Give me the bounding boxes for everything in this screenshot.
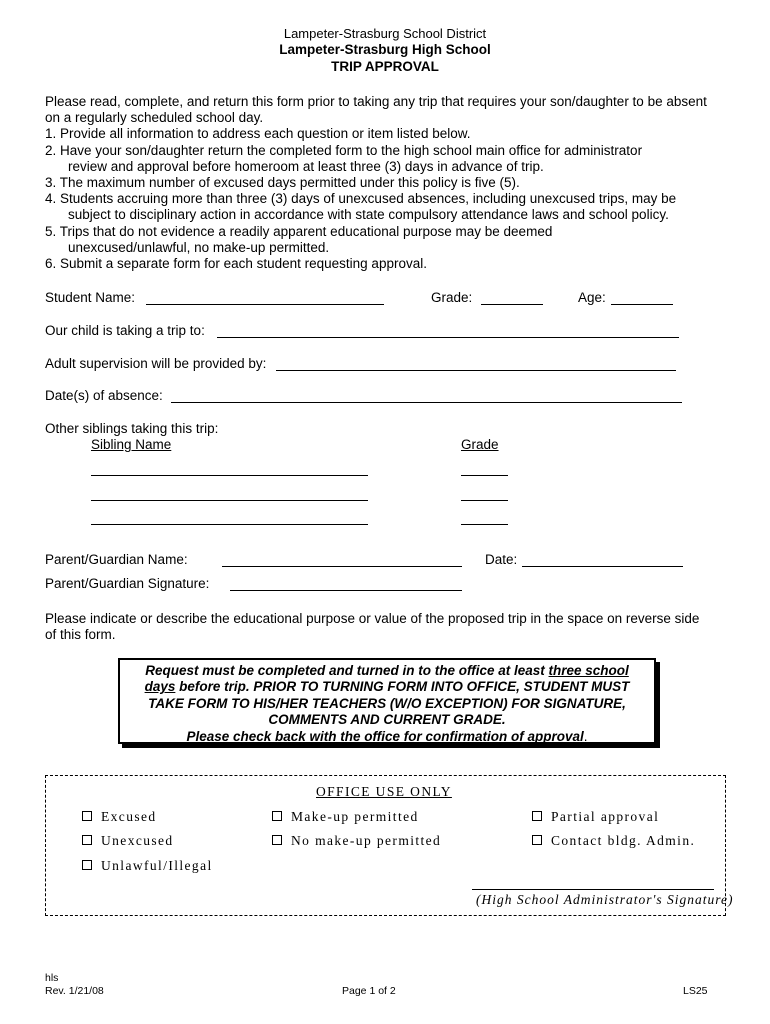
option-label: Unlawful/Illegal — [101, 858, 213, 873]
sibling-grade-header: Grade — [461, 437, 499, 452]
notice-text: before trip. PRIOR TO TURNING FORM INTO OFFICE, STUDENT MUST — [175, 679, 630, 695]
trip-destination-label: Our child is taking a trip to: — [45, 323, 205, 338]
sibling-name-header: Sibling Name — [91, 437, 172, 452]
instructions — [45, 94, 735, 272]
grade-label: Grade: — [431, 290, 473, 305]
instruction-item: 1. Provide all information to address each question or item listed below. — [45, 126, 471, 142]
page-number: Page 1 of 2 — [342, 985, 396, 997]
instruction-item: 2. Have your son/daughter return the completed form to the high school main office for administrator — [45, 142, 643, 158]
footer-initials: hls — [45, 972, 59, 984]
option-unlawful[interactable] — [82, 858, 213, 874]
option-label: Excused — [101, 809, 157, 824]
notice-box — [118, 658, 656, 744]
purpose-text: Please indicate or describe the educational purpose or value of the proposed trip in the space on reverse side — [45, 611, 700, 626]
instruction-item: 4. Students accruing more than three (3) days of unexcused absences, including unexcused trips, may be — [45, 191, 677, 207]
intro-line: Please read, complete, and return this form prior to taking any trip that requires your son/daughter to be absent — [45, 94, 707, 109]
admin-signature-field[interactable] — [472, 889, 714, 890]
parent-name-field[interactable] — [222, 566, 462, 567]
option-unexcused[interactable] — [82, 833, 174, 849]
trip-destination-field[interactable] — [217, 337, 679, 338]
purpose-text: of this form. — [45, 627, 116, 642]
date-field[interactable] — [522, 566, 683, 567]
option-label: Contact bldg. Admin. — [551, 833, 696, 848]
parent-name-label: Parent/Guardian Name: — [45, 552, 188, 567]
instruction-item: review and approval before homeroom at least three (3) days in advance of trip. — [68, 158, 544, 174]
checkbox-icon[interactable] — [272, 835, 282, 845]
instruction-item: subject to disciplinary action in accordance with state compulsory attendance laws and school policy. — [68, 207, 669, 223]
option-excused[interactable] — [82, 809, 157, 825]
supervision-field[interactable] — [276, 370, 676, 371]
notice-emphasis: days — [144, 679, 176, 695]
notice-text: TAKE FORM TO HIS/HER TEACHERS (W/O EXCEPTION) FOR SIGNATURE, — [148, 695, 626, 711]
notice-text: Please check back with the office for confirmation of approval — [186, 728, 584, 744]
student-name-label: Student Name: — [45, 290, 136, 305]
age-field[interactable] — [611, 304, 673, 305]
form-code: LS25 — [683, 985, 708, 997]
office-use-title: OFFICE USE ONLY — [316, 784, 452, 799]
school-name: Lampeter-Strasburg High School — [279, 42, 491, 57]
absence-dates-label: Date(s) of absence: — [45, 388, 163, 403]
grade-field[interactable] — [481, 304, 543, 305]
form-title: TRIP APPROVAL — [331, 59, 439, 74]
sibling-grade-field[interactable] — [461, 524, 508, 525]
sibling-name-field[interactable] — [91, 500, 368, 501]
intro-line: on a regularly scheduled school day. — [45, 110, 264, 126]
option-contact[interactable] — [532, 833, 695, 849]
option-makeup[interactable] — [272, 809, 419, 825]
checkbox-icon[interactable] — [82, 835, 92, 845]
option-no-makeup[interactable] — [272, 833, 441, 849]
instruction-item: 5. Trips that do not evidence a readily apparent educational purpose may be deemed — [45, 223, 553, 239]
checkbox-icon[interactable] — [532, 811, 542, 821]
notice-text: Request must be completed and turned in to the office at least — [145, 663, 549, 678]
instruction-item: unexcused/unlawful, no make-up permitted. — [68, 239, 330, 255]
sibling-name-field[interactable] — [91, 475, 368, 476]
age-label: Age: — [578, 290, 606, 305]
siblings-label: Other siblings taking this trip: — [45, 421, 219, 436]
checkbox-icon[interactable] — [532, 835, 542, 845]
absence-dates-field[interactable] — [171, 402, 682, 403]
option-label: Partial approval — [551, 809, 660, 824]
notice-text: COMMENTS AND CURRENT GRADE. — [268, 712, 506, 728]
option-partial[interactable] — [532, 809, 659, 825]
notice-emphasis: three school — [548, 663, 629, 678]
student-name-field[interactable] — [146, 304, 384, 305]
office-use-box — [45, 775, 734, 916]
instruction-item: 6. Submit a separate form for each student requesting approval. — [45, 256, 427, 272]
district-name: Lampeter-Strasburg School District — [283, 26, 487, 41]
supervision-label: Adult supervision will be provided by: — [45, 356, 267, 371]
parent-signature-field[interactable] — [230, 590, 462, 591]
option-label: No make-up permitted — [291, 833, 442, 848]
sibling-grade-field[interactable] — [461, 500, 508, 501]
checkbox-icon[interactable] — [272, 811, 282, 821]
option-label: Make-up permitted — [291, 809, 419, 824]
checkbox-icon[interactable] — [82, 860, 92, 870]
checkbox-icon[interactable] — [82, 811, 92, 821]
sibling-grade-field[interactable] — [461, 475, 508, 476]
date-label: Date: — [485, 552, 518, 567]
parent-signature-label: Parent/Guardian Signature: — [45, 576, 210, 591]
admin-signature-label: (High School Administrator's Signature) — [476, 892, 734, 907]
revision-date: Rev. 1/21/08 — [45, 985, 104, 997]
instruction-item: 3. The maximum number of excused days permitted under this policy is five (5). — [45, 175, 520, 191]
sibling-name-field[interactable] — [91, 524, 368, 525]
notice-period: . — [583, 728, 588, 744]
option-label: Unexcused — [101, 833, 174, 848]
